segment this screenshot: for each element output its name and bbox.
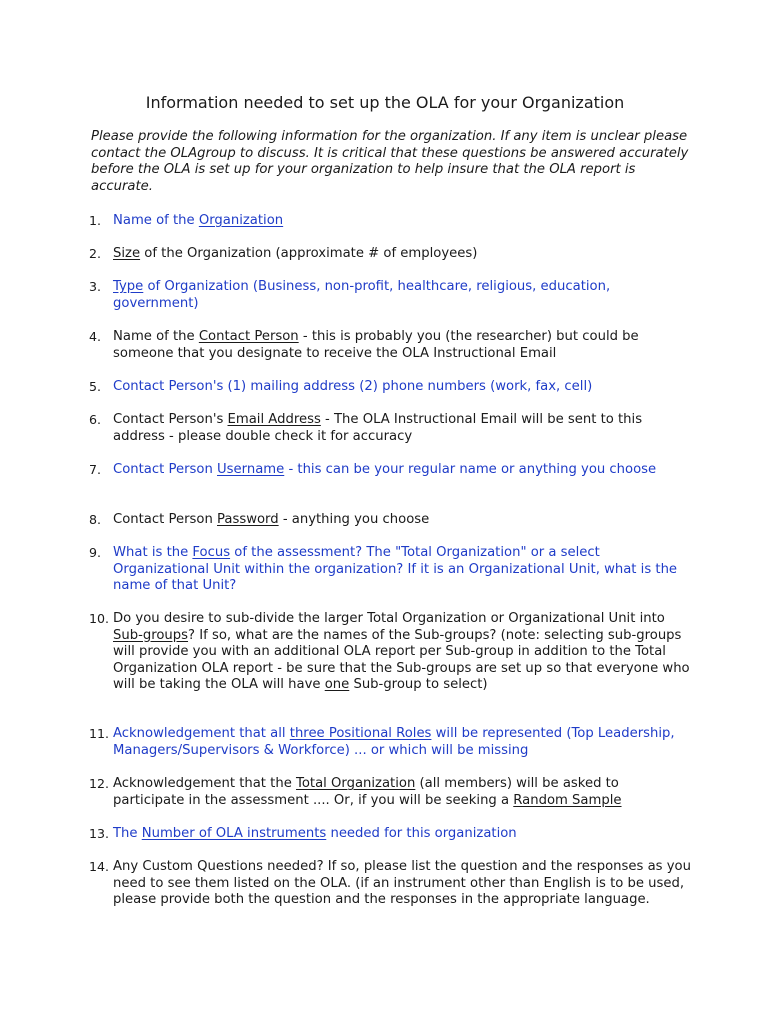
list-item-text xyxy=(113,379,693,396)
text-span: Name of the xyxy=(113,329,199,344)
underlined-term: Email Address xyxy=(227,412,321,427)
list-item-number: 9. xyxy=(89,545,102,560)
list-item-text xyxy=(113,859,693,909)
underlined-term: Random Sample xyxy=(513,792,622,808)
underlined-term: Total Organization xyxy=(296,776,416,791)
list-item-number: 4. xyxy=(89,329,102,344)
list-item-text xyxy=(113,776,693,809)
text-span: Contact Person's (1) mailing address (2) phone numbers (work, fax, cell) xyxy=(113,379,593,394)
underlined-term: Sub-groups xyxy=(113,627,189,643)
list-item-text xyxy=(113,412,693,445)
list-item-number: 13. xyxy=(89,826,110,841)
list-item-number: 2. xyxy=(89,246,102,261)
text-span: - The OLA Instructional Email will be sent to this address - please double check it for accuracy xyxy=(113,412,643,444)
text-span: of the assessment? The "Total Organization" or a select Organizational Unit within the organization? If it is an Organizational Unit, what is the name of that Unit? xyxy=(113,545,678,594)
underlined-term: Type xyxy=(113,279,144,294)
text-span: Acknowledgement that all xyxy=(113,726,290,741)
list-item-number: 11. xyxy=(89,726,110,741)
list-item-text xyxy=(113,279,693,312)
text-span: (all members) will be asked to participate in the assessment .... Or, if you will be seeking a xyxy=(113,776,619,808)
document-title: Information needed to set up the OLA for your Organization xyxy=(145,93,625,112)
list-item-text xyxy=(113,329,693,362)
list-item-text xyxy=(113,462,693,479)
list-item-number: 14. xyxy=(89,859,110,874)
underlined-term: Size xyxy=(113,246,141,261)
list-item-number: 6. xyxy=(89,412,102,427)
text-span: Contact Person xyxy=(113,512,218,527)
text-span: ? If so, what are the names of the Sub-groups? (note: selecting sub-groups will provide you with an additional OLA report per Sub-group in addition to the Total Organization OLA report - be sure that the Sub-groups are set up so that everyone who will be taking the OLA will have xyxy=(113,627,690,693)
text-span: of the Organization (approximate # of employees) xyxy=(140,246,478,261)
text-span: Sub-group to select) xyxy=(349,677,488,693)
text-span: What is the xyxy=(113,545,193,560)
list-item-number: 8. xyxy=(89,512,102,527)
text-span: of Organization (Business, non-profit, healthcare, religious, education, government) xyxy=(113,279,611,311)
text-span: needed for this organization xyxy=(326,826,517,841)
text-span: - this can be your regular name or anything you choose xyxy=(284,462,657,477)
text-span: Any Custom Questions needed? If so, please list the question and the responses as you need to see them listed on the OLA. (if an instrument other than English is to be used, please provide both the question and the responses in the appropriate language. xyxy=(113,859,691,908)
list-item-text xyxy=(113,512,693,529)
text-span: Name of the xyxy=(113,213,199,228)
text-span: will be represented (Top Leadership, Managers/Supervisors & Workforce) ... or which will be missing xyxy=(113,726,675,758)
underlined-term: three Positional Roles xyxy=(289,726,432,741)
underlined-term: one xyxy=(324,677,350,693)
text-span: Contact Person's xyxy=(113,412,228,427)
list-item-number: 1. xyxy=(89,213,102,228)
list-item-number: 3. xyxy=(89,279,102,294)
list-item-text xyxy=(113,545,693,595)
underlined-term: Number of OLA instruments xyxy=(141,826,327,841)
list-item-number: 10. xyxy=(89,611,110,626)
list-item-number: 5. xyxy=(89,379,102,394)
text-span: Acknowledgement that the xyxy=(113,776,297,791)
intro-paragraph: Please provide the following information for the organization. If any item is unclear please contact the OLAgroup to discuss. It is critical that these questions be answered accurately before the OLA is set up for your organization to help insure that the OLA report is accurate. xyxy=(91,129,689,194)
text-span: - this is probably you (the researcher) but could be someone that you designate to receive the OLA Instructional Email xyxy=(113,329,639,361)
underlined-term: Focus xyxy=(192,545,231,560)
list-item-text xyxy=(113,726,693,759)
underlined-term: Organization xyxy=(198,213,284,228)
text-span: Do you desire to sub-divide the larger Total Organization or Organizational Unit into xyxy=(113,611,665,626)
underlined-term: Contact Person xyxy=(198,329,299,344)
list-item-number: 7. xyxy=(89,462,102,477)
text-span: The xyxy=(113,826,142,841)
list-item-number: 12. xyxy=(89,776,110,791)
underlined-term: Username xyxy=(217,462,285,477)
list-item-text xyxy=(113,246,693,263)
underlined-term: Password xyxy=(217,512,279,527)
list-item-text xyxy=(113,213,693,230)
list-item-text xyxy=(113,826,693,843)
list-item-text xyxy=(113,611,693,694)
text-span: - anything you choose xyxy=(278,512,430,527)
text-span: Contact Person xyxy=(113,462,218,477)
